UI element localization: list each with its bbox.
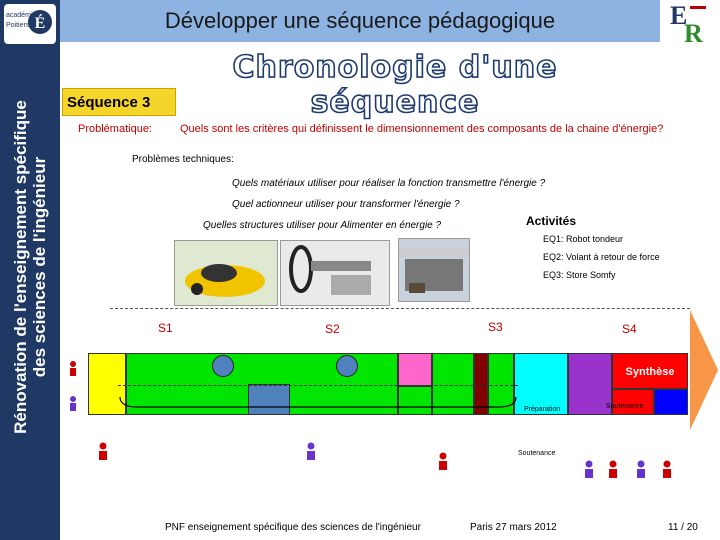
logo-text-1: académie	[6, 12, 37, 19]
problematique-label: Problématique:	[78, 123, 152, 135]
teacher-icon	[632, 460, 650, 485]
sidebar-line-2: des sciences de l'ingénieur	[30, 156, 50, 378]
student-icon	[604, 460, 622, 485]
question-2: Quel actionneur utiliser pour transformer l'énergie ?	[232, 199, 460, 210]
synthese-label: Synthèse	[625, 366, 675, 378]
session-s4: S4	[622, 322, 637, 336]
timeline-block-blue	[654, 389, 688, 415]
student-icon	[434, 452, 452, 477]
preparation-label: Préparation	[524, 406, 561, 413]
svg-text:R: R	[684, 19, 703, 46]
timeline-circle-1	[212, 355, 234, 377]
timeline-dashed-line	[118, 385, 518, 386]
footer-date: Paris 27 mars 2012	[470, 522, 557, 533]
activity-1: EQ1: Robot tondeur	[543, 234, 624, 244]
activites-title: Activités	[526, 214, 577, 228]
brace-bracket	[118, 395, 518, 409]
title-bar	[60, 0, 660, 42]
activity-2: EQ2: Volant à retour de force	[543, 252, 660, 262]
teacher-icon	[65, 395, 81, 418]
session-s3: S3	[488, 320, 503, 334]
academie-logo	[4, 4, 56, 44]
question-1: Quels matériaux utiliser pour réaliser la fonction transmettre l'énergie ?	[232, 178, 546, 189]
store-somfy-image	[398, 238, 470, 302]
page-title: Développer une séquence pédagogique	[164, 8, 556, 33]
timeline-arrow	[690, 310, 718, 430]
sidebar	[0, 0, 60, 540]
dashed-separator	[110, 308, 690, 309]
session-s2: S2	[325, 322, 340, 336]
main-title: Chronologie d'une séquence	[232, 50, 558, 120]
soutenance-label-bottom: Soutenance	[518, 450, 556, 457]
robot-tondeur-image	[174, 240, 278, 306]
question-3: Quelles structures utiliser pour Alimenter en énergie ?	[203, 220, 442, 231]
sidebar-line-1: Rénovation de l'enseignement spécifique	[11, 100, 31, 434]
timeline-block-pink	[398, 353, 432, 386]
problemes-techniques-label: Problèmes techniques:	[132, 154, 234, 165]
volant-image	[280, 240, 390, 306]
activity-3: EQ3: Store Somfy	[543, 270, 616, 280]
timeline-circle-2	[336, 355, 358, 377]
footer-left: PNF enseignement spécifique des sciences de l'ingénieur	[165, 522, 421, 533]
page-number: 11 / 20	[668, 522, 698, 533]
problematique-text: Quels sont les critères qui définissent le dimensionnement des composants de la chaine d'énergie?	[180, 123, 664, 135]
student-icon	[65, 360, 81, 383]
sequence-label: Séquence 3	[62, 88, 176, 116]
svg-text:É: É	[34, 15, 46, 32]
synthese-block	[612, 353, 688, 389]
sidebar-vertical-title	[0, 52, 60, 482]
logo-text-2: Poitiers	[6, 22, 30, 29]
svg-text:E: E	[670, 1, 688, 30]
er-logo	[664, 0, 720, 46]
teacher-icon	[580, 460, 598, 485]
session-s1: S1	[158, 321, 173, 335]
student-icon	[658, 460, 676, 485]
timeline-block-red-low	[612, 389, 654, 415]
soutenance-label-right: Soutenance	[606, 403, 644, 410]
student-icon	[94, 442, 112, 467]
teacher-icon	[302, 442, 320, 467]
